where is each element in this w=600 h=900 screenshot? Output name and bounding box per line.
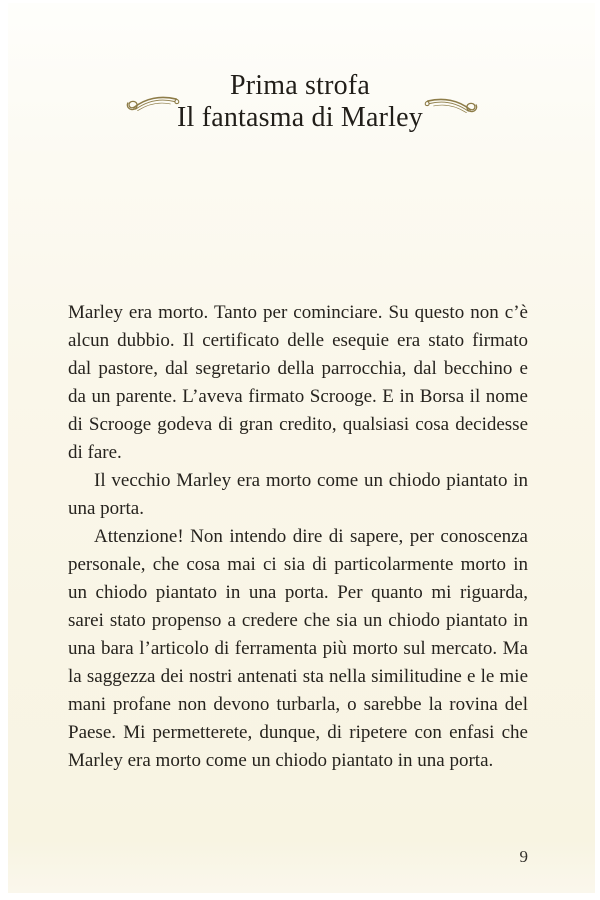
page-footer	[68, 847, 528, 867]
flourish-left-icon	[124, 90, 182, 114]
page-number: 9	[519, 847, 528, 866]
body-text	[68, 299, 528, 775]
chapter-header	[0, 70, 600, 134]
flourish-right-icon	[422, 92, 480, 116]
chapter-label: Prima strofa	[229, 70, 371, 101]
paragraph: Attenzione! Non intendo dire di sapere, per conoscenza personale, che cosa mai ci sia di particolarmente morto in un chiodo piantato in una porta. Per quanto mi riguarda, sarei stato propenso a credere che sia un chiodo piantato in una bara l’articolo di ferramenta più morto sul mercato. Ma la saggezza dei nostri antenati sta nella similitudine e le mie mani profane non devono turbarla, o sarebbe la rovina del Paese. Mi permetterete, dunque, di ripetere con enfasi che Marley era morto come un chiodo piantato in una porta.	[68, 526, 528, 771]
paragraph: Marley era morto. Tanto per cominciare. Su questo non c’è alcun dubbio. Il certificato delle esequie era stato firmato dal pastore, dal segretario della parrocchia, dal becchino e da un parente. L’aveva firmato Scrooge. E in Borsa il nome di Scrooge godeva di gran credito, qualsiasi cosa decidesse di fare.	[68, 302, 528, 463]
chapter-title: Il fantasma di Marley	[176, 102, 423, 133]
paragraph: Il vecchio Marley era morto come un chiodo piantato in una porta.	[68, 470, 528, 519]
